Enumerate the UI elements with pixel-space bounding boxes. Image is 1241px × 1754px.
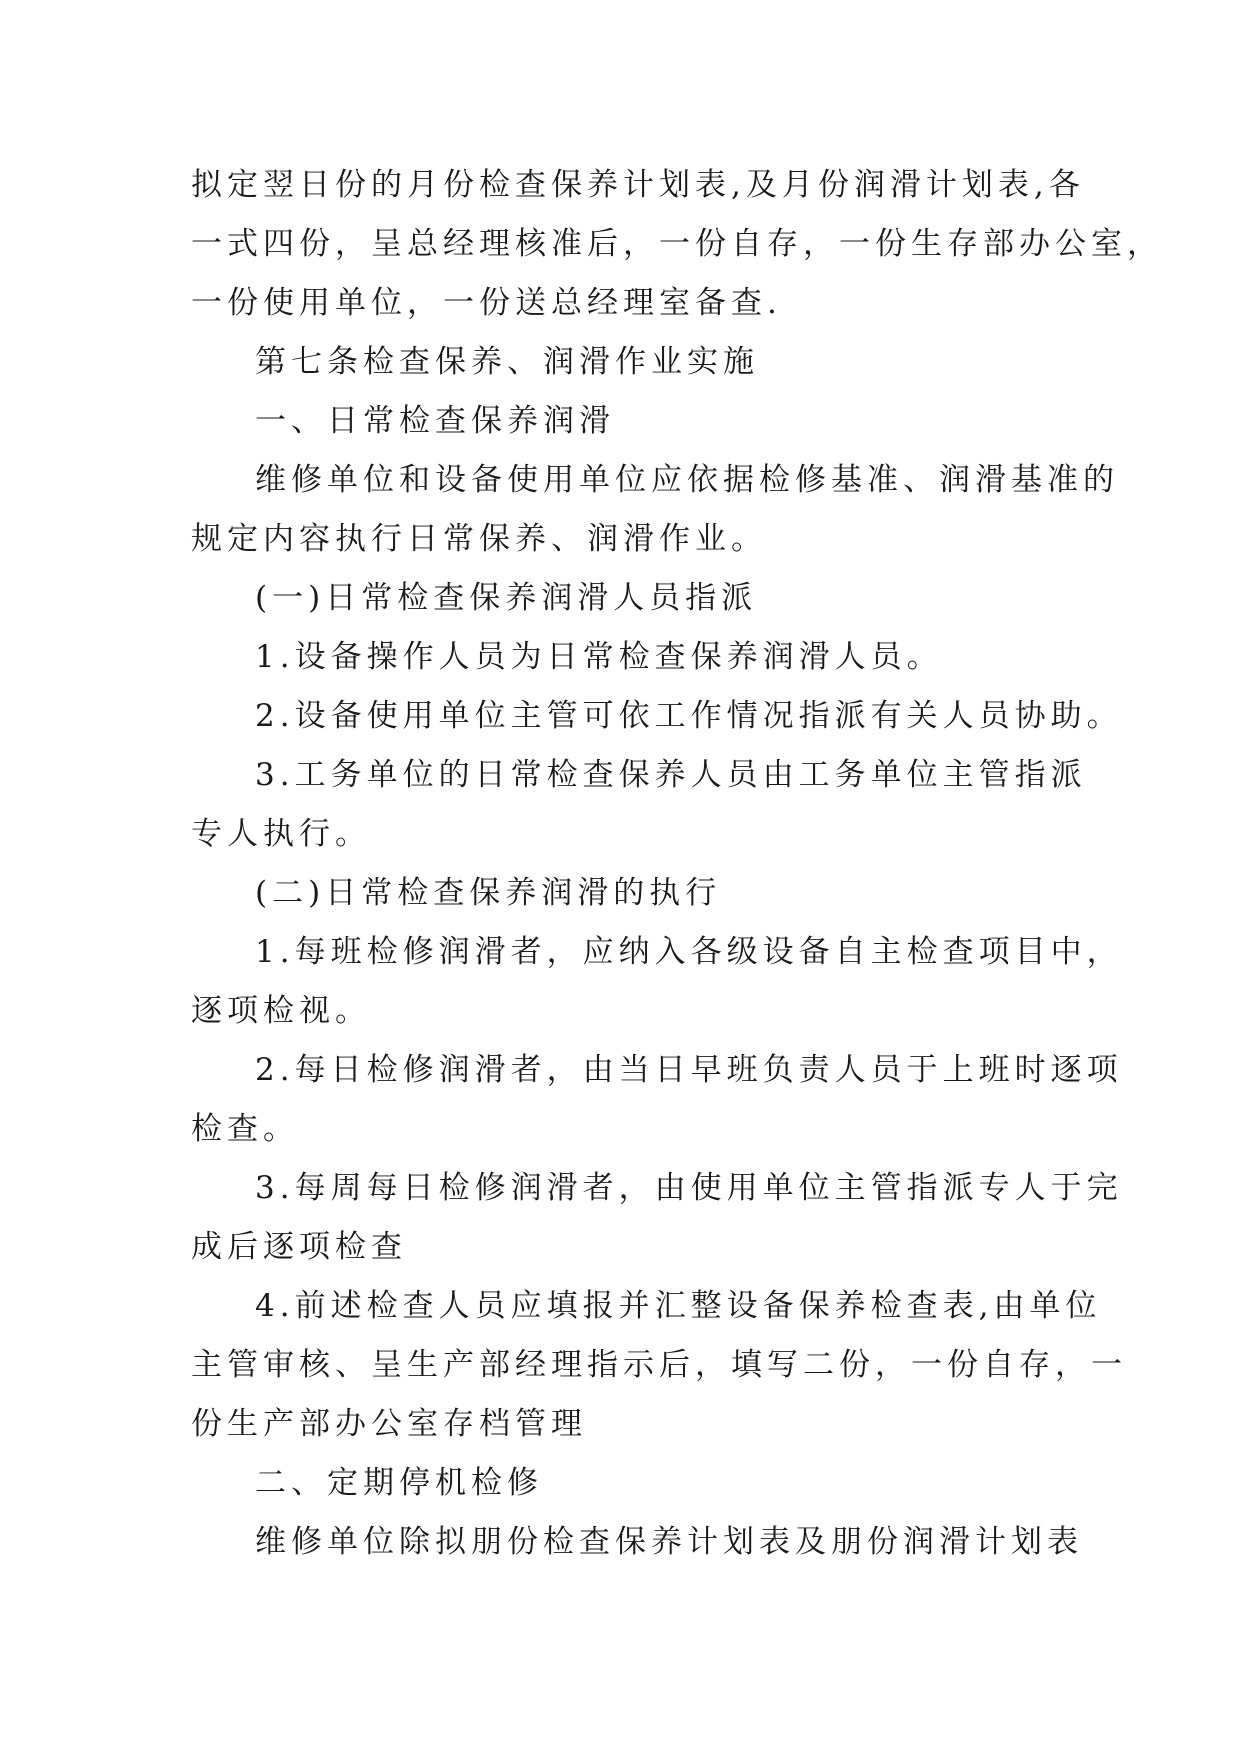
paragraph-line: 一份使用单位，一份送总经理室备查. bbox=[191, 285, 782, 321]
document-body bbox=[191, 156, 1163, 1572]
paragraph-line: 主管审核、呈生产部经理指示后，填写二份，一份自存，一 bbox=[191, 1347, 1127, 1383]
paragraph-line: 规定内容执行日常保养、润滑作业。 bbox=[191, 521, 767, 557]
paragraph-line: 二、定期停机检修 bbox=[255, 1465, 543, 1501]
paragraph-line: 一式四份，呈总经理核准后，一份自存，一份生存部办公室， bbox=[191, 226, 1163, 262]
paragraph-line: 1.设备操作人员为日常检查保养润滑人员。 bbox=[255, 639, 943, 675]
paragraph-line: 1.每班检修润滑者，应纳入各级设备自主检查项目中， bbox=[255, 934, 1123, 970]
paragraph-line: 维修单位除拟朋份检查保养计划表及朋份润滑计划表 bbox=[255, 1524, 1083, 1560]
paragraph-line: 专人执行。 bbox=[191, 816, 371, 852]
paragraph-line: 3.每周每日检修润滑者，由使用单位主管指派专人于完 bbox=[255, 1170, 1123, 1206]
paragraph-line: 第七条检查保养、润滑作业实施 bbox=[255, 344, 759, 380]
paragraph-line: 检查。 bbox=[191, 1111, 299, 1147]
paragraph-line: 维修单位和设备使用单位应依据检修基准、润滑基准的 bbox=[255, 462, 1119, 498]
paragraph-line: 逐项检视。 bbox=[191, 993, 371, 1029]
paragraph-line: 拟定翌日份的月份检查保养计划表,及月份润滑计划表,各 bbox=[191, 167, 1085, 203]
paragraph-line: 2.设备使用单位主管可依工作情况指派有关人员协助。 bbox=[255, 698, 1123, 734]
paragraph-line: 4.前述检查人员应填报并汇整设备保养检查表,由单位 bbox=[255, 1288, 1102, 1324]
paragraph-line: (二)日常检查保养润滑的执行 bbox=[255, 875, 722, 911]
paragraph-line: 份生产部办公室存档管理 bbox=[191, 1406, 587, 1442]
paragraph-line: 3.工务单位的日常检查保养人员由工务单位主管指派 bbox=[255, 757, 1087, 793]
paragraph-line: 2.每日检修润滑者，由当日早班负责人员于上班时逐项 bbox=[255, 1052, 1123, 1088]
paragraph-line: (一)日常检查保养润滑人员指派 bbox=[255, 580, 758, 616]
paragraph-line: 成后逐项检查 bbox=[191, 1229, 407, 1265]
paragraph-line: 一、日常检查保养润滑 bbox=[255, 403, 615, 439]
